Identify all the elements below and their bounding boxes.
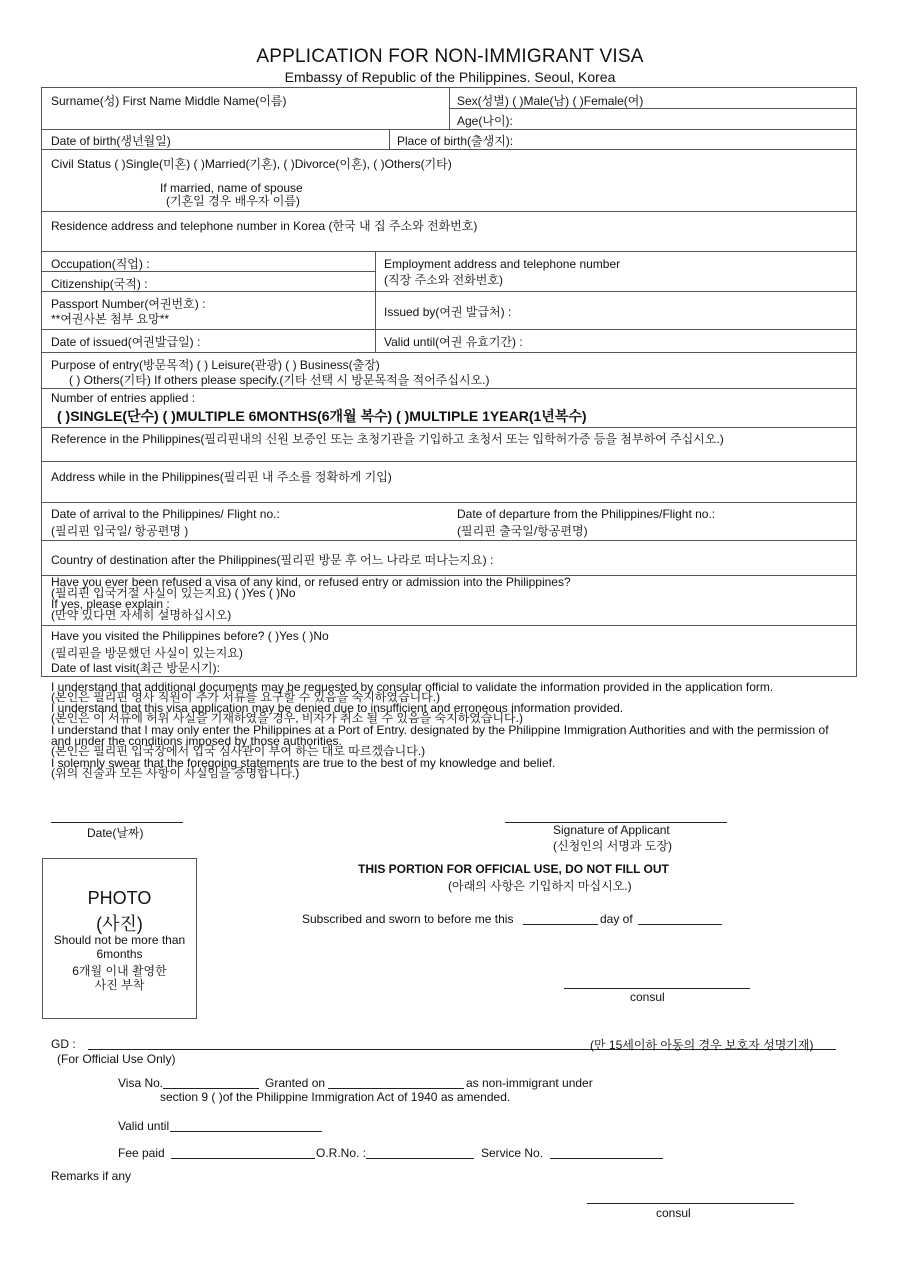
- granted-on-line[interactable]: [328, 1088, 464, 1089]
- date-of-birth-field[interactable]: Date of birth(생년월일): [51, 134, 171, 148]
- fee-paid-line[interactable]: [171, 1158, 315, 1159]
- visa-no-label: Visa No.: [118, 1076, 164, 1090]
- citizenship-field[interactable]: Citizenship(국적) :: [51, 277, 148, 291]
- date-label: Date(날짜): [87, 826, 144, 840]
- refused-question: Have you ever been refused a visa of any kind, or refused entry or admission into the Philippines?: [51, 575, 571, 589]
- name-field[interactable]: Surname(성) First Name Middle Name(이름): [51, 94, 287, 108]
- destination-country-field[interactable]: Country of destination after the Philippines(필리핀 방문 후 어느 나라로 떠나는지요) :: [51, 553, 494, 567]
- date-signature-line[interactable]: [51, 822, 183, 823]
- declaration-line: (위의 진술과 모든 사항이 사실임을 증명합니다.): [51, 766, 300, 780]
- employment-address-field[interactable]: Employment address and telephone number: [384, 257, 621, 271]
- issued-by-field[interactable]: Issued by(여권 발급처) :: [384, 305, 512, 319]
- residence-address-field[interactable]: Residence address and telephone number in Korea (한국 내 집 주소와 전화번호): [51, 219, 478, 233]
- gd-label: GD :: [51, 1037, 76, 1051]
- fee-paid-label: Fee paid: [118, 1146, 165, 1160]
- official-use-heading-ko: (아래의 사항은 기입하지 마십시오.): [448, 879, 632, 893]
- declaration-line: I understand that this visa application may be denied due to insufficient and erroneous information provided.: [51, 701, 624, 715]
- last-visit-field[interactable]: Date of last visit(최근 방문시기):: [51, 661, 220, 675]
- employment-address-label-ko: (직장 주소와 전화번호): [384, 273, 503, 287]
- declaration-line: and under the conditions imposed by those authorities.: [51, 734, 342, 748]
- passport-number-field[interactable]: Passport Number(여권번호) :: [51, 297, 206, 311]
- departure-date-label-ko: (필리핀 출국일/항공편명): [457, 524, 588, 538]
- refused-explain-label-ko: (만약 있다면 자세히 설명하십시오): [51, 608, 232, 622]
- purpose-of-entry-field[interactable]: Purpose of entry(방문목적) ( ) Leisure(관광) ( ) Business(출장): [51, 358, 380, 372]
- purpose-others-field[interactable]: ( ) Others(기타) If others please specify.(기타 선택 시 방문목적을 적어주십시오.): [69, 373, 490, 387]
- spouse-name-label-ko: (기혼일 경우 배우자 이름): [166, 194, 300, 208]
- consul-label: consul: [630, 990, 665, 1004]
- sworn-text: Subscribed and sworn to before me this: [302, 912, 514, 926]
- declaration-line: I solemnly swear that the foregoing statements are true to the best of my knowledge and belief.: [51, 756, 556, 770]
- visited-before-field[interactable]: Have you visited the Philippines before? ( )Yes ( )No: [51, 629, 329, 643]
- applicant-signature-label: Signature of Applicant: [553, 823, 670, 837]
- departure-date-field[interactable]: Date of departure from the Philippines/Flight no.:: [457, 507, 716, 521]
- date-issued-field[interactable]: Date of issued(여권발급일) :: [51, 335, 201, 349]
- official-use-heading: THIS PORTION FOR OFFICIAL USE, DO NOT FILL OUT: [358, 862, 669, 876]
- passport-copy-note: **여권사본 첨부 요망**: [51, 312, 170, 326]
- service-no-line[interactable]: [550, 1158, 663, 1159]
- applicant-signature-label-ko: (신청인의 서명과 도장): [553, 839, 672, 853]
- visited-before-label-ko: (필리핀을 방문했던 사실이 있는지요): [51, 646, 243, 660]
- sex-field[interactable]: Sex(성별) ( )Male(남) ( )Female(여): [457, 94, 644, 108]
- consul-signature-line-2[interactable]: [587, 1203, 794, 1204]
- photo-note-ko: 6개월 이내 촬영한: [72, 964, 167, 978]
- photo-note: 6months: [96, 947, 143, 961]
- arrival-date-label-ko: (필리핀 입국일/ 항공편명 ): [51, 524, 189, 538]
- declaration-line: (본인은 이 서류에 허위 사실을 기재하였을 경우, 비자가 취소 될 수 있음을 숙지하였습니다.): [51, 711, 523, 725]
- consul-label-2: consul: [656, 1206, 691, 1220]
- or-no-label: O.R.No. :: [316, 1146, 367, 1160]
- page-subtitle: Embassy of Republic of the Philippines. Seoul, Korea: [284, 69, 616, 85]
- guardian-note: (만 15세이하 아동의 경우 보호자 성명기재): [590, 1038, 814, 1052]
- refused-yes-no[interactable]: (필리핀 입국거절 사실이 있는지요) ( )Yes ( )No: [51, 586, 296, 600]
- valid-until-line[interactable]: [170, 1131, 322, 1132]
- granted-on-label: Granted on: [265, 1076, 326, 1090]
- refused-explain-field[interactable]: If yes, please explain :: [51, 597, 170, 611]
- declaration-line: (본인은 필리핀 영사 직원이 추가 서류를 요구할 수 있음을 숙지하였습니다.): [51, 690, 441, 704]
- arrival-date-field[interactable]: Date of arrival to the Philippines/ Flight no.:: [51, 507, 280, 521]
- civil-status-field[interactable]: Civil Status ( )Single(미혼) ( )Married(기혼), ( )Divorce(이혼), ( )Others(기타): [51, 157, 452, 171]
- declaration-line: (본인은 필리핀 입국장에서 입국 심사관이 부여 하는 대로 따르겠습니다.): [51, 744, 426, 758]
- visa-no-line[interactable]: [163, 1088, 259, 1089]
- declaration-line: I understand that additional documents may be requested by consular official to validate the information provided in the application form.: [51, 680, 774, 694]
- official-use-only: (For Official Use Only): [57, 1052, 176, 1066]
- photo-title: PHOTO: [87, 888, 152, 908]
- occupation-field[interactable]: Occupation(직업) :: [51, 257, 150, 271]
- photo-note-ko: 사진 부착: [94, 978, 145, 992]
- photo-note: Should not be more than: [53, 933, 186, 947]
- service-no-label: Service No.: [481, 1146, 544, 1160]
- sworn-month-line[interactable]: [638, 924, 722, 925]
- remarks-label: Remarks if any: [51, 1169, 132, 1183]
- sworn-day-line[interactable]: [523, 924, 598, 925]
- page-title: APPLICATION FOR NON-IMMIGRANT VISA: [256, 46, 644, 67]
- or-no-line[interactable]: [366, 1158, 474, 1159]
- place-of-birth-field[interactable]: Place of birth(출생지):: [397, 134, 514, 148]
- day-of-label: day of: [600, 912, 633, 926]
- spouse-name-label: If married, name of spouse: [160, 181, 303, 195]
- valid-until-label: Valid until: [118, 1119, 170, 1133]
- consul-signature-line[interactable]: [564, 988, 750, 989]
- address-philippines-field[interactable]: Address while in the Philippines(필리핀 내 주소를 정확하게 기입): [51, 470, 392, 484]
- entries-options[interactable]: ( )SINGLE(단수) ( )MULTIPLE 6MONTHS(6개월 복수) ( )MULTIPLE 1YEAR(1년복수): [57, 408, 587, 424]
- reference-field[interactable]: Reference in the Philippines(필리핀내의 신원 보증인 또는 초청기관을 기입하고 초청서 또는 입학허가증 등을 첨부하여 주십시오.): [51, 432, 724, 446]
- photo-title-ko: (사진): [96, 914, 143, 934]
- valid-until-field[interactable]: Valid until(여권 유효기간) :: [384, 335, 523, 349]
- section-text: section 9 ( )of the Philippine Immigration Act of 1940 as amended.: [160, 1090, 511, 1104]
- declaration-line: I understand that I may only enter the Philippines at a Port of Entry. designated by the Philippine Immigration Authorities and with the permission of: [51, 723, 829, 737]
- entries-label: Number of entries applied :: [51, 391, 196, 405]
- age-field[interactable]: Age(나이):: [457, 114, 513, 128]
- non-immigrant-label: as non-immigrant under: [466, 1076, 593, 1090]
